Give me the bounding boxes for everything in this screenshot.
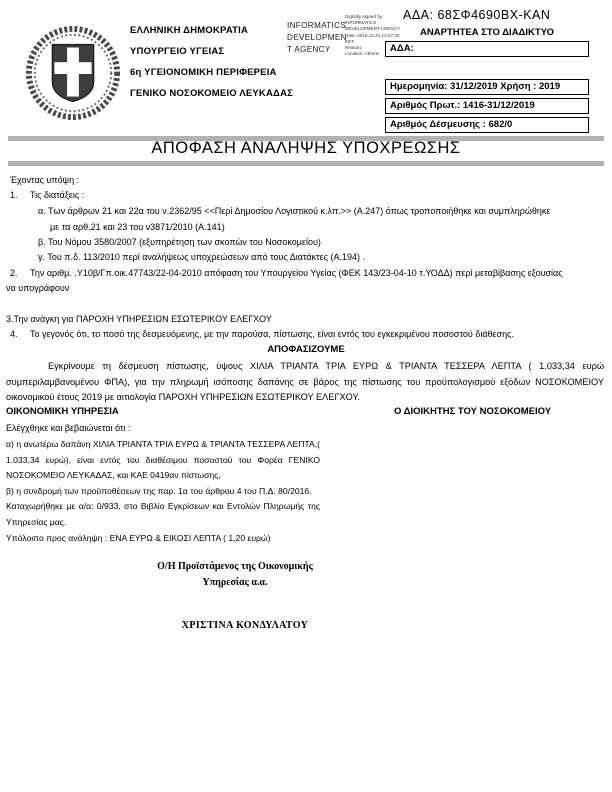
verification-column — [6, 437, 320, 546]
issuing-authority-block — [130, 24, 293, 108]
anartitea-label: ΑΝΑΡΤΗΤΕΑ ΣΤΟ ΔΙΑΔΙΚΤΥΟ — [420, 27, 555, 38]
administrator-heading: Ο ΔΙΟΙΚΗΤΗΣ ΤΟΥ ΝΟΣΟΚΟΜΕΙΟΥ — [394, 406, 552, 417]
stamp-detail-line: EET — [345, 38, 354, 44]
registration-note: Καταχωρήθηκε με α/α: 0/933, στο Βιβλίο Εγκρίσεων και Εντολών Πληρωμής της Υπηρεσίας μας. — [6, 501, 320, 527]
coat-of-arms-icon — [24, 22, 122, 124]
item-4-text: Το γεγονός ότι, το ποσό της δεσμευόμενης, με την παρούσα, πίστωσης, είναι εντός του εγκεκριμένου ποσοστού διάθεσης. — [30, 329, 514, 339]
verification-paragraph-b: β) η συνδρομή των προϋποθέσεων της παρ. 1α του άρθρου 4 του Π.Δ. 80/2016. — [6, 485, 312, 496]
item-1b: β. Του Νόμου 3580/2007 (εξυπηρέτηση των σκοπών του Νοσοκομείου) — [38, 237, 321, 247]
item-1c: γ. Του π.δ. 113/2010 περί αναλήψεως υποχρεώσεων από τους Διατάκτες (Α.194) . — [38, 252, 366, 262]
decision-heading: ΑΠΟΦΑΣΙΖΟΥΜΕ — [267, 344, 345, 355]
stamp-detail-line: Location: Athens — [345, 51, 379, 57]
item-2-text-line-1: Την αριθμ. .Υ10β/Γπ.οικ.47743/22-04-2010 απόφαση του Υπουργείου Υγείας (ΦΕΚ 143/23-04-10 τ.ΥΟΔΔ) περί μεταβίβασης εξουσίας — [30, 268, 563, 278]
stamp-agency-line: DEVELOPMEN — [287, 33, 347, 42]
verification-paragraph-a: α) η ανωτέρω δαπάνη ΧΙΛΙΑ ΤΡΙΑΝΤΑ ΤΡΙΑ ΕΥΡΩ & ΤΡΙΑΝΤΑ ΤΕΣΣΕΡΑ ΛΕΠΤΑ,( 1.033,34 ευρώ), είναι εντός του διαθέσιμου ποσοστού του Φορέα ΓΕΝΙΚΟ ΝΟΣΟΚΟΜΕΙΟ ΛΕΥΚΑΔΑΣ, και ΚΑΕ 0419αν πίστωσης, — [6, 439, 320, 481]
preamble-intro: Έχοντας υπόψη : — [10, 175, 80, 185]
stamp-detail-line: Date: 2019.12.31 12:27:33 — [345, 32, 400, 38]
stamp-agency-line: INFORMATICS — [287, 21, 347, 30]
item-2-number: 2. — [10, 268, 18, 278]
date-box: Ημερομηνία: 31/12/2019 Χρήση : 2019 — [385, 79, 589, 95]
protocol-number-box: Αριθμός Πρωτ.: 1416-31/12/2019 — [385, 98, 589, 114]
decision-paragraph: Εγκρίνουμε τη δέσμευση πίστωσης, ύψους ΧΙΛΙΑ ΤΡΙΑΝΤΑ ΤΡΙΑ ΕΥΡΩ & ΤΡΙΑΝΤΑ ΤΕΣΣΕΡΑ ΛΕΠΤΑ ( 1.033,34 ευρώ συμπεριλαμβανομένου ΦΠΑ), για την πληρωμή ισόποσης δαπάνης σε βάρος της πίστωσης του προϋπολογισμού εξόδων ΝΟΣΟΚΟΜΕΙΟΥ οικονομικού έτους 2019 με αιτιολογία ΠΑΡΟΧΗ ΥΠΗΡΕΣΙΩΝ ΕΣΩΤΕΡΙΚΟΥ ΕΛΕΓΧΟΥ. — [6, 361, 604, 402]
preamble-item-3: 3.Την ανάγκη για ΠΑΡΟΧΗ ΥΠΗΡΕΣΙΩΝ ΕΣΩΤΕΡΙΚΟΥ ΕΛΕΓΧΟΥ — [6, 314, 272, 324]
stamp-detail-line: DEVELOPMENT AGENCY — [345, 26, 401, 32]
stamp-detail-line: Reason: — [345, 45, 363, 51]
item-2-text-line-2: να υπογράφουν — [6, 283, 70, 293]
authority-line: ΓΕΝΙΚΟ ΝΟΣΟΚΟΜΕΙΟ ΛΕΥΚΑΔΑΣ — [130, 88, 294, 99]
authority-line: ΕΛΛΗΝΙΚΗ ΔΗΜΟΚΡΑΤΙΑ — [130, 25, 249, 36]
ada-number: ΑΔΑ: 68ΣΦ4690ΒΧ-ΚΑΝ — [403, 8, 551, 22]
signature-stamp-agency — [287, 20, 347, 56]
document-title: ΑΠΟΦΑΣΗ ΑΝΑΛΗΨΗΣ ΥΠΟΧΡΕΩΣΗΣ — [151, 139, 461, 157]
authority-line: ΥΠΟΥΡΓΕΙΟ ΥΓΕΙΑΣ — [130, 46, 225, 57]
remaining-balance: Υπόλοιπο προς ανάληψη : ΕΝΑ ΕΥΡΩ & ΕΙΚΟΣΙ ΛΕΠΤΑ ( 1,20 ευρώ) — [6, 532, 271, 543]
commitment-number-box: Αριθμός Δέσμευσης : 682/0 — [385, 117, 589, 133]
authority-line: 6η ΥΓΕΙΟΝΟΜΙΚΗ ΠΕΡΙΦΕΡΕΙΑ — [130, 67, 277, 78]
stamp-detail-line: Digitally signed by — [345, 14, 383, 19]
financial-service-heading: ΟΙΚΟΝΟΜΙΚΗ ΥΠΗΡΕΣΙΑ — [6, 406, 119, 417]
item-1-text: Τις διατάξεις : — [30, 190, 85, 200]
item-1a-line-1: α. Των άρθρων 21 και 22α του ν.2362/95 <<Περί Δημοσίου Λογιστικού κ.λπ.>> (Α.247) όπως τροποποιήθηκε και συμπληρώθηκε — [38, 206, 551, 216]
item-1-number: 1. — [10, 190, 18, 200]
title-divider-bottom — [8, 161, 604, 166]
stamp-agency-line: T AGENCY — [287, 45, 331, 54]
item-1a-line-2: με τα αρθ.21 και 23 του ν3871/2010 (Α.141) — [50, 222, 225, 232]
signatory-name: ΧΡΙΣΤΙΝΑ ΚΟΝΔΥΛΑΤΟΥ — [181, 620, 309, 631]
signatory-title-line-1: Ο/Η Προϊστάμενος της Οικονομικής — [157, 561, 313, 572]
ada-box: ΑΔΑ: — [385, 41, 589, 57]
stamp-detail-line: INFORMATICS — [345, 20, 377, 26]
verification-intro: Ελέγχθηκε και βεβαιώνεται ότι : — [6, 423, 131, 433]
signatory-title-line-2: Υπηρεσίας α.α. — [202, 577, 268, 588]
item-4-number: 4. — [10, 329, 18, 339]
